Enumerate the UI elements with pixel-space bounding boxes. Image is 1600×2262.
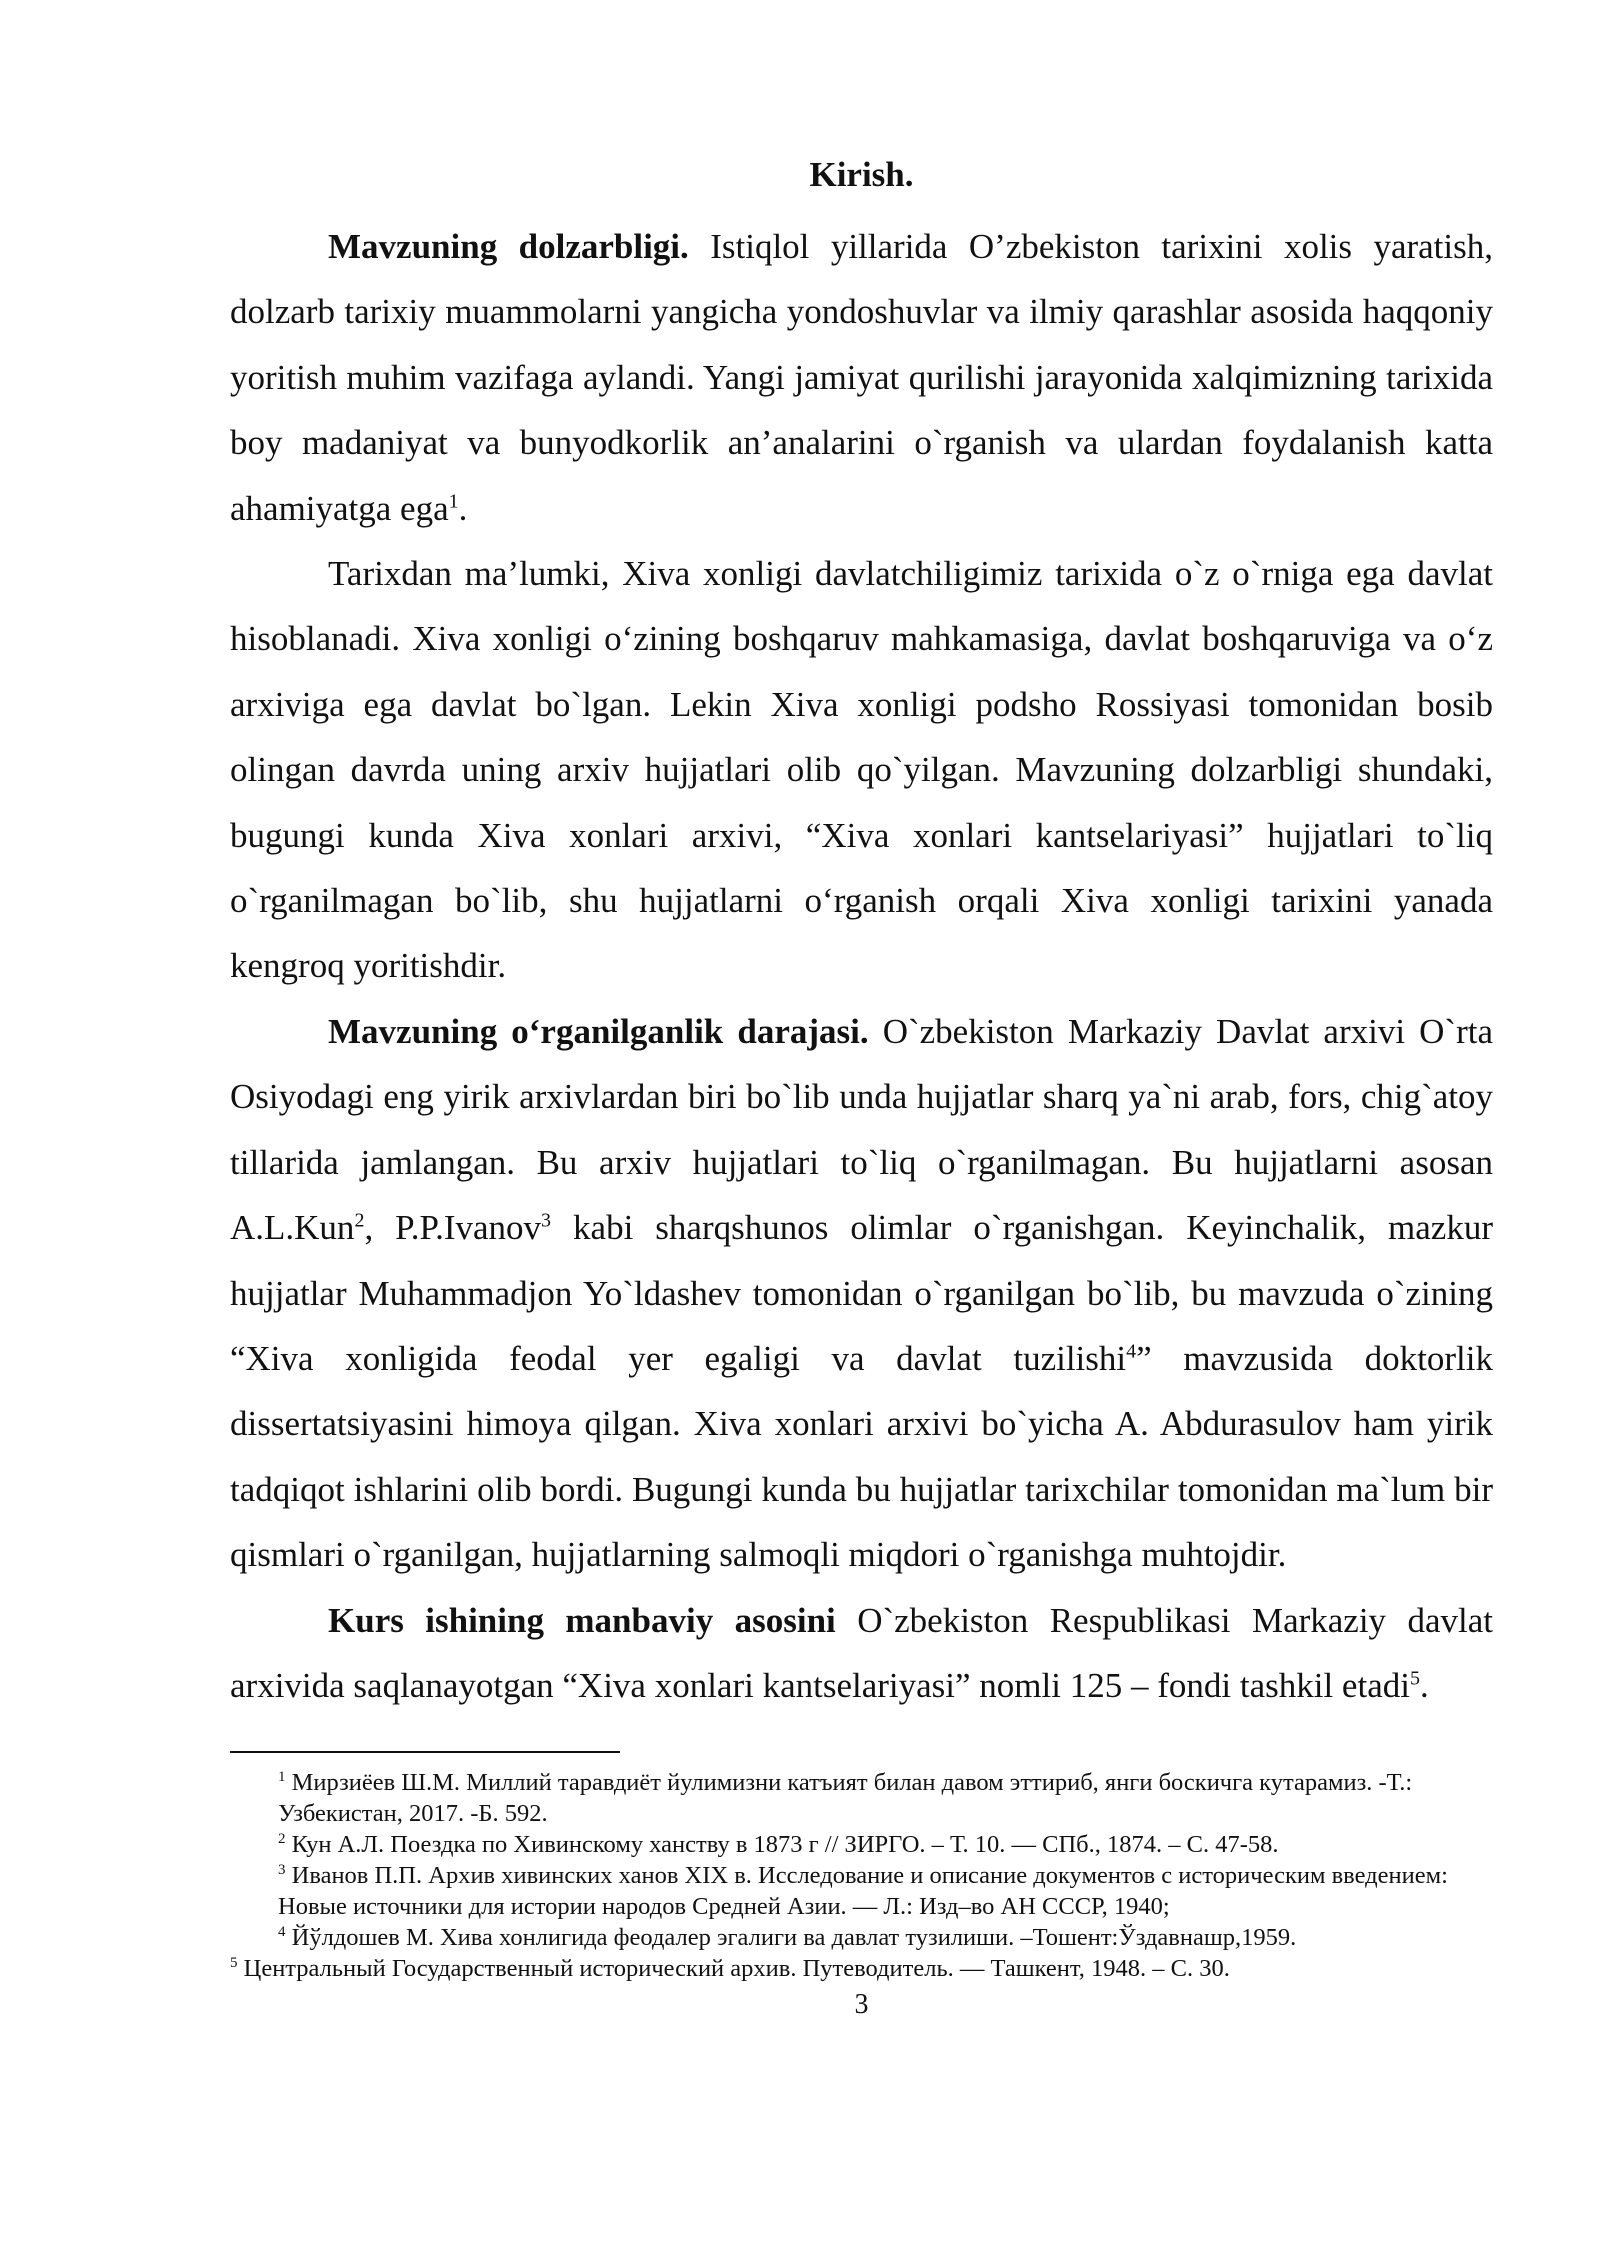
footnote-2: $^2$ Кун А.Л. Поездка по Хивинскому ханству в 1873 г // ЗИРГО. – Т. 10. — СПб., 1874. – С. 47-58. — [278, 1831, 1279, 1859]
footnote-4: $^4$ Йўлдошев М. Хива хонлигида феодалер эгалиги ва давлат тузилиши. –Тошент:Ўздавнашр,1959. — [278, 1924, 1297, 1952]
paragraph-text: Tarixdan ma’lumki, Xiva xonligi davlatchiligimiz tarixida o`z o`rniga ega davlat hisoblanadi. Xiva xonligi o‘zining boshqaruv mahkamasiga, davlat boshqaruviga va o‘z arxiviga ega davlat bo`lgan. Lekin Xiva xonligi podsho Rossiyasi tomonidan bosib olingan davrda uning arxiv hujjatlari olib qo`yilgan. Mavzuning dolzarbligi shundaki, bugungi kunda Xiva xonlari arxivi, “Xiva xonlari kantselariyasi” hujjatlari to`liq o`rganilmagan bo`lib, shu hujjatlarni o‘rganish orqali Xiva xonligi tarixini yanada kengroq yoritishdir. — [230, 554, 1493, 986]
paragraph-study-degree: Mavzuning o‘rganilganlik darajasi. O`zbekiston Markaziy Davlat arxivi O`rta Osiyodagi eng yirik arxivlardan biri bo`lib unda hujjatlar sharq ya`ni arab, fors, chig`atoy tillarida jamlangan. Bu arxiv hujjatlari to`liq o`rganilmagan. Bu hujjatlarni asosan A.L.Kun$^2$, P.P.Ivanov$^3$ kabi sharqshunos olimlar o`rganishgan. Keyinchalik, mazkur hujjatlar Muhammadjon Yo`ldashev tomonidan o`rganilgan bo`lib, bu mavzuda o`zining “Xiva xonligida feodal yer egaligi va davlat tuzilishi$^4$” mavzusida doktorlik dissertatsiyasini himoya qilgan. Xiva xonlari arxivi bo`yicha A. Abdurasulov ham yirik tadqiqot ishlarini olib bordi. Bugungi kunda bu hujjatlar tarixchilar tomonidan ma`lum bir qismlari o`rganilgan, hujjatlarning salmoqli miqdori o`rganishga muhtojdir. — [230, 1011, 1494, 1575]
paragraph-source-basis: Kurs ishining manbaviy asosini O`zbekiston Respublikasi Markaziy davlat arxivida saqlanayotgan “Xiva xonlari kantselariyasi” nomli 125 – fondi tashkil etadi$^5$. — [230, 1600, 1493, 1705]
paragraph-text: Istiqlol yillarida O’zbekiston tarixini xolis yaratish, dolzarb tarixiy muammolarni yangicha yondoshuvlar va ilmiy qarashlar asosida haqqoniy yoritish muhim vazifaga aylandi. Yangi jamiyat qurilishi jarayonida xalqimizning tarixida boy madaniyat va bunyodkorlik an’analarini o`rganish va ulardan foydalanish katta ahamiyatga ega — [230, 227, 1493, 528]
footnote-number: 3 — [278, 1862, 286, 1879]
footnote-ref[interactable]: 2 — [354, 1209, 365, 1232]
footnote-ref[interactable]: 1 — [448, 489, 459, 512]
footnote-separator — [230, 1751, 620, 1753]
footnote-1: $^1$ Мирзиёев Ш.М. Миллий таравдиёт йулимизни катъият билан давом эттириб, янги боскичга кутарамиз. -Т.: Узбекистан, 2017. -Б. 592. — [278, 1769, 1413, 1828]
footnote-ref[interactable]: 5 — [1409, 1667, 1420, 1690]
footnote-number: 1 — [278, 1769, 286, 1786]
footnote-number: 5 — [230, 1955, 238, 1972]
page-number: 3 — [854, 1989, 869, 2021]
paragraph-text: O`zbekiston Markaziy Davlat arxivi O`rta Osiyodagi eng yirik arxivlardan biri bo`lib unda hujjatlar sharq ya`ni arab, fors, chig`atoy tillarida jamlangan. Bu arxiv hujjatlari to`liq o`rganilmagan. Bu hujjatlarni asosan A.L.Kun — [230, 1011, 1494, 1248]
paragraph-heading: Mavzuning o‘rganilganlik darajasi. — [328, 1011, 869, 1051]
footnote-5: $^5$ Центральный Государственный исторический архив. Путеводитель. — Ташкент, 1948. – С. 30. — [230, 1955, 1230, 1983]
footnote-3: $^3$ Иванов П.П. Архив хивинских ханов XIX в. Исследование и описание документов с историческим введением: Новые источники для истории народов Средней Азии. — Л.: Изд–во АН СССР, 1940; — [278, 1862, 1448, 1921]
paragraph-khiva-history — [230, 541, 1493, 999]
paragraph-heading: Kurs ishining manbaviy asosini — [328, 1600, 836, 1640]
paragraph-relevance: Mavzuning dolzarbligi. Istiqlol yillarida O’zbekiston tarixini xolis yaratish, dolzarb tarixiy muammolarni yangicha yondoshuvlar va ilmiy qarashlar asosida haqqoniy yoritish muhim vazifaga aylandi. Yangi jamiyat qurilishi jarayonida xalqimizning tarixida boy madaniyat va bunyodkorlik an’analarini o`rganish va ulardan foydalanish katta ahamiyatga ega$^1$. — [230, 227, 1493, 528]
document-page — [230, 150, 1493, 2022]
footnotes — [230, 1767, 1493, 1984]
page-title: Kirish. — [809, 155, 914, 194]
footnote-ref[interactable]: 4 — [1126, 1340, 1137, 1363]
footnote-number: 2 — [278, 1831, 286, 1848]
paragraph-heading: Mavzuning dolzarbligi. — [328, 227, 689, 266]
paragraph-text: O`zbekiston Respublikasi Markaziy davlat arxivida saqlanayotgan “Xiva xonlari kantselariyasi” nomli 125 – fondi tashkil etadi — [230, 1600, 1493, 1705]
footnote-ref[interactable]: 3 — [541, 1209, 552, 1232]
footnote-number: 4 — [278, 1924, 286, 1941]
